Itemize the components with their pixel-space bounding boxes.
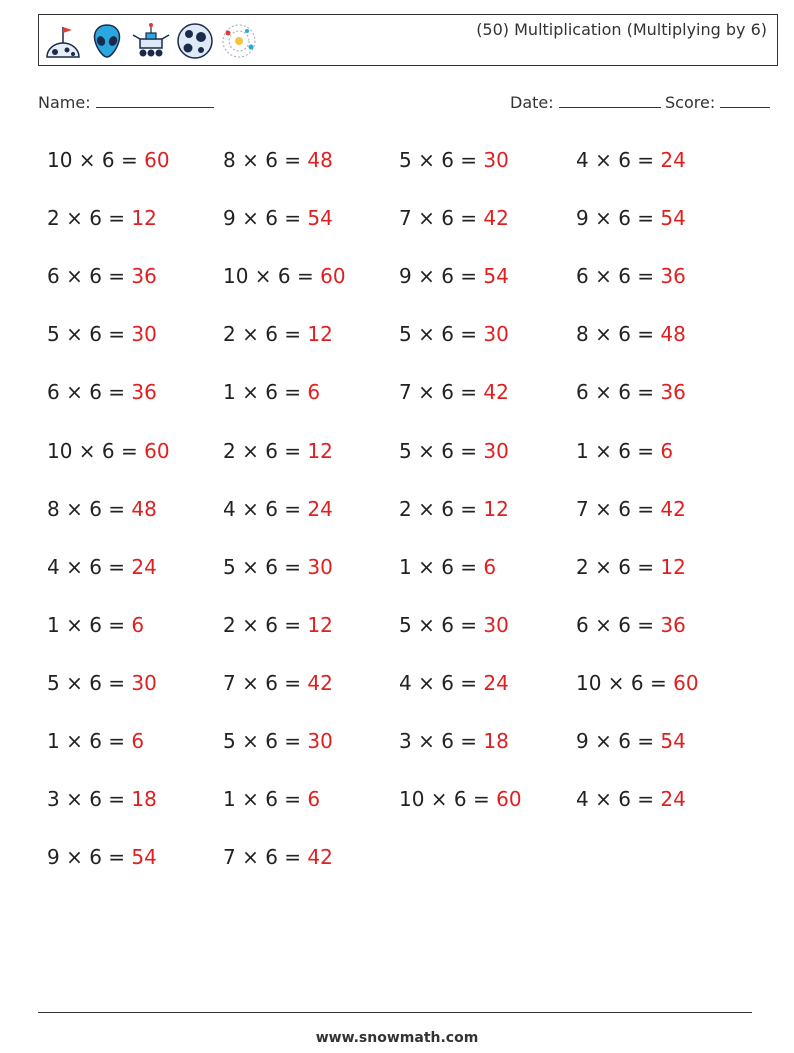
- problem-question: 6 × 6 =: [576, 380, 661, 404]
- problem-item: [47, 439, 170, 463]
- problem-answer: 42: [483, 380, 509, 404]
- problem-answer: 48: [660, 322, 686, 346]
- problem-item: [399, 264, 509, 288]
- icon-strip: [43, 21, 259, 61]
- date-field: [510, 93, 661, 112]
- problem-answer: 60: [320, 264, 346, 288]
- problem-answer: 54: [660, 729, 686, 753]
- problem-question: 4 × 6 =: [576, 787, 661, 811]
- problem-answer: 30: [131, 322, 157, 346]
- problem-question: 4 × 6 =: [576, 148, 661, 172]
- name-label: Name:: [38, 93, 91, 112]
- problem-question: 8 × 6 =: [47, 497, 132, 521]
- problem-question: 9 × 6 =: [576, 206, 661, 230]
- moon-icon: [175, 21, 215, 61]
- problem-question: 3 × 6 =: [399, 729, 484, 753]
- problem-question: 9 × 6 =: [223, 206, 308, 230]
- problem-item: [399, 439, 509, 463]
- problem-item: [399, 497, 509, 521]
- worksheet-title: (50) Multiplication (Multiplying by 6): [476, 20, 767, 39]
- rover-icon: [131, 21, 171, 61]
- problem-question: 5 × 6 =: [399, 613, 484, 637]
- problem-item: [576, 613, 686, 637]
- problem-answer: 12: [660, 555, 686, 579]
- problem-answer: 36: [660, 380, 686, 404]
- problem-item: [223, 671, 333, 695]
- problem-question: 6 × 6 =: [576, 613, 661, 637]
- problem-question: 5 × 6 =: [47, 671, 132, 695]
- problem-item: [399, 380, 509, 404]
- problem-item: [223, 729, 333, 753]
- problem-answer: 30: [483, 439, 509, 463]
- problem-item: [223, 148, 333, 172]
- problem-item: [399, 671, 509, 695]
- problem-question: 1 × 6 =: [223, 787, 308, 811]
- problem-item: [223, 439, 333, 463]
- problem-item: [399, 555, 496, 579]
- moon-flag-icon: [43, 21, 83, 61]
- problem-answer: 54: [483, 264, 509, 288]
- problem-item: [576, 206, 686, 230]
- problem-question: 6 × 6 =: [576, 264, 661, 288]
- alien-icon: [87, 21, 127, 61]
- problem-answer: 36: [131, 264, 157, 288]
- problem-question: 4 × 6 =: [399, 671, 484, 695]
- problem-question: 7 × 6 =: [223, 671, 308, 695]
- problem-answer: 60: [144, 439, 170, 463]
- problem-item: [47, 555, 157, 579]
- problem-answer: 48: [307, 148, 333, 172]
- problem-question: 5 × 6 =: [223, 729, 308, 753]
- problem-item: [47, 206, 157, 230]
- problem-question: 3 × 6 =: [47, 787, 132, 811]
- problem-answer: 30: [483, 613, 509, 637]
- problem-question: 4 × 6 =: [223, 497, 308, 521]
- problem-question: 9 × 6 =: [47, 845, 132, 869]
- problem-question: 5 × 6 =: [399, 322, 484, 346]
- problem-answer: 12: [307, 613, 333, 637]
- problem-question: 5 × 6 =: [47, 322, 132, 346]
- problem-item: [576, 729, 686, 753]
- problem-answer: 30: [307, 729, 333, 753]
- problem-question: 6 × 6 =: [47, 380, 132, 404]
- problem-answer: 30: [483, 148, 509, 172]
- problem-answer: 30: [307, 555, 333, 579]
- problem-question: 1 × 6 =: [223, 380, 308, 404]
- problem-question: 10 × 6 =: [47, 148, 145, 172]
- header-box: [38, 14, 778, 66]
- problem-answer: 6: [660, 439, 674, 463]
- problem-item: [223, 787, 320, 811]
- problem-answer: 42: [483, 206, 509, 230]
- problem-item: [223, 845, 333, 869]
- problem-answer: 6: [131, 729, 145, 753]
- problem-question: 8 × 6 =: [576, 322, 661, 346]
- score-field: [665, 93, 770, 112]
- problem-item: [223, 613, 333, 637]
- problem-answer: 6: [307, 787, 321, 811]
- problem-question: 7 × 6 =: [576, 497, 661, 521]
- problem-item: [47, 497, 157, 521]
- problem-answer: 60: [144, 148, 170, 172]
- problem-answer: 6: [307, 380, 321, 404]
- problem-item: [576, 671, 699, 695]
- problem-item: [576, 264, 686, 288]
- problem-answer: 54: [131, 845, 157, 869]
- problem-question: 10 × 6 =: [399, 787, 497, 811]
- problem-answer: 42: [307, 845, 333, 869]
- problem-item: [576, 497, 686, 521]
- problem-item: [399, 787, 522, 811]
- problem-item: [576, 787, 686, 811]
- date-line[interactable]: [559, 93, 661, 108]
- problem-question: 1 × 6 =: [47, 729, 132, 753]
- problem-item: [399, 206, 509, 230]
- problem-question: 2 × 6 =: [47, 206, 132, 230]
- problem-question: 2 × 6 =: [223, 613, 308, 637]
- name-line[interactable]: [96, 93, 214, 108]
- problem-item: [223, 555, 333, 579]
- problem-item: [47, 613, 144, 637]
- problem-item: [399, 613, 509, 637]
- problem-item: [576, 380, 686, 404]
- problem-answer: 24: [131, 555, 157, 579]
- problem-item: [576, 148, 686, 172]
- problem-question: 9 × 6 =: [399, 264, 484, 288]
- problem-question: 1 × 6 =: [399, 555, 484, 579]
- problem-item: [223, 322, 333, 346]
- problem-answer: 48: [131, 497, 157, 521]
- problem-answer: 36: [131, 380, 157, 404]
- problem-answer: 30: [131, 671, 157, 695]
- problem-item: [47, 380, 157, 404]
- problem-item: [47, 148, 170, 172]
- problem-question: 2 × 6 =: [576, 555, 661, 579]
- problem-question: 1 × 6 =: [47, 613, 132, 637]
- problem-answer: 12: [307, 439, 333, 463]
- problem-item: [47, 729, 144, 753]
- problem-answer: 24: [660, 787, 686, 811]
- problem-question: 10 × 6 =: [223, 264, 321, 288]
- problem-question: 8 × 6 =: [223, 148, 308, 172]
- date-label: Date:: [510, 93, 554, 112]
- problem-item: [47, 322, 157, 346]
- problem-question: 1 × 6 =: [576, 439, 661, 463]
- problem-answer: 60: [673, 671, 699, 695]
- problem-question: 10 × 6 =: [47, 439, 145, 463]
- problem-item: [399, 729, 509, 753]
- problem-answer: 42: [307, 671, 333, 695]
- atom-icon: [219, 21, 259, 61]
- problem-answer: 24: [483, 671, 509, 695]
- problem-answer: 24: [660, 148, 686, 172]
- problem-item: [47, 671, 157, 695]
- problem-item: [223, 497, 333, 521]
- score-label: Score:: [665, 93, 716, 112]
- problem-answer: 24: [307, 497, 333, 521]
- problem-question: 2 × 6 =: [223, 439, 308, 463]
- score-line[interactable]: [720, 93, 770, 108]
- problem-answer: 36: [660, 264, 686, 288]
- problem-answer: 6: [131, 613, 145, 637]
- problem-answer: 12: [131, 206, 157, 230]
- problem-answer: 60: [496, 787, 522, 811]
- problem-question: 5 × 6 =: [223, 555, 308, 579]
- problem-answer: 12: [483, 497, 509, 521]
- problem-item: [399, 322, 509, 346]
- problem-answer: 18: [483, 729, 509, 753]
- problem-item: [576, 555, 686, 579]
- footer-divider: [38, 1012, 752, 1013]
- problem-answer: 54: [307, 206, 333, 230]
- problem-item: [576, 322, 686, 346]
- problem-question: 5 × 6 =: [399, 439, 484, 463]
- footer-site: www.snowmath.com: [315, 1030, 479, 1046]
- problem-question: 2 × 6 =: [399, 497, 484, 521]
- problem-answer: 6: [483, 555, 497, 579]
- problem-answer: 36: [660, 613, 686, 637]
- problem-item: [47, 845, 157, 869]
- problem-answer: 30: [483, 322, 509, 346]
- problem-item: [47, 787, 157, 811]
- problem-item: [399, 148, 509, 172]
- problem-question: 10 × 6 =: [576, 671, 674, 695]
- problem-answer: 18: [131, 787, 157, 811]
- problem-question: 2 × 6 =: [223, 322, 308, 346]
- problem-answer: 42: [660, 497, 686, 521]
- problem-question: 7 × 6 =: [399, 380, 484, 404]
- name-field: [38, 93, 214, 112]
- problem-item: [47, 264, 157, 288]
- problem-answer: 54: [660, 206, 686, 230]
- problem-question: 4 × 6 =: [47, 555, 132, 579]
- problem-question: 5 × 6 =: [399, 148, 484, 172]
- problem-answer: 12: [307, 322, 333, 346]
- problem-item: [576, 439, 673, 463]
- problem-item: [223, 380, 320, 404]
- problem-item: [223, 264, 346, 288]
- problem-question: 6 × 6 =: [47, 264, 132, 288]
- problem-question: 7 × 6 =: [399, 206, 484, 230]
- problem-question: 7 × 6 =: [223, 845, 308, 869]
- problem-item: [223, 206, 333, 230]
- problem-question: 9 × 6 =: [576, 729, 661, 753]
